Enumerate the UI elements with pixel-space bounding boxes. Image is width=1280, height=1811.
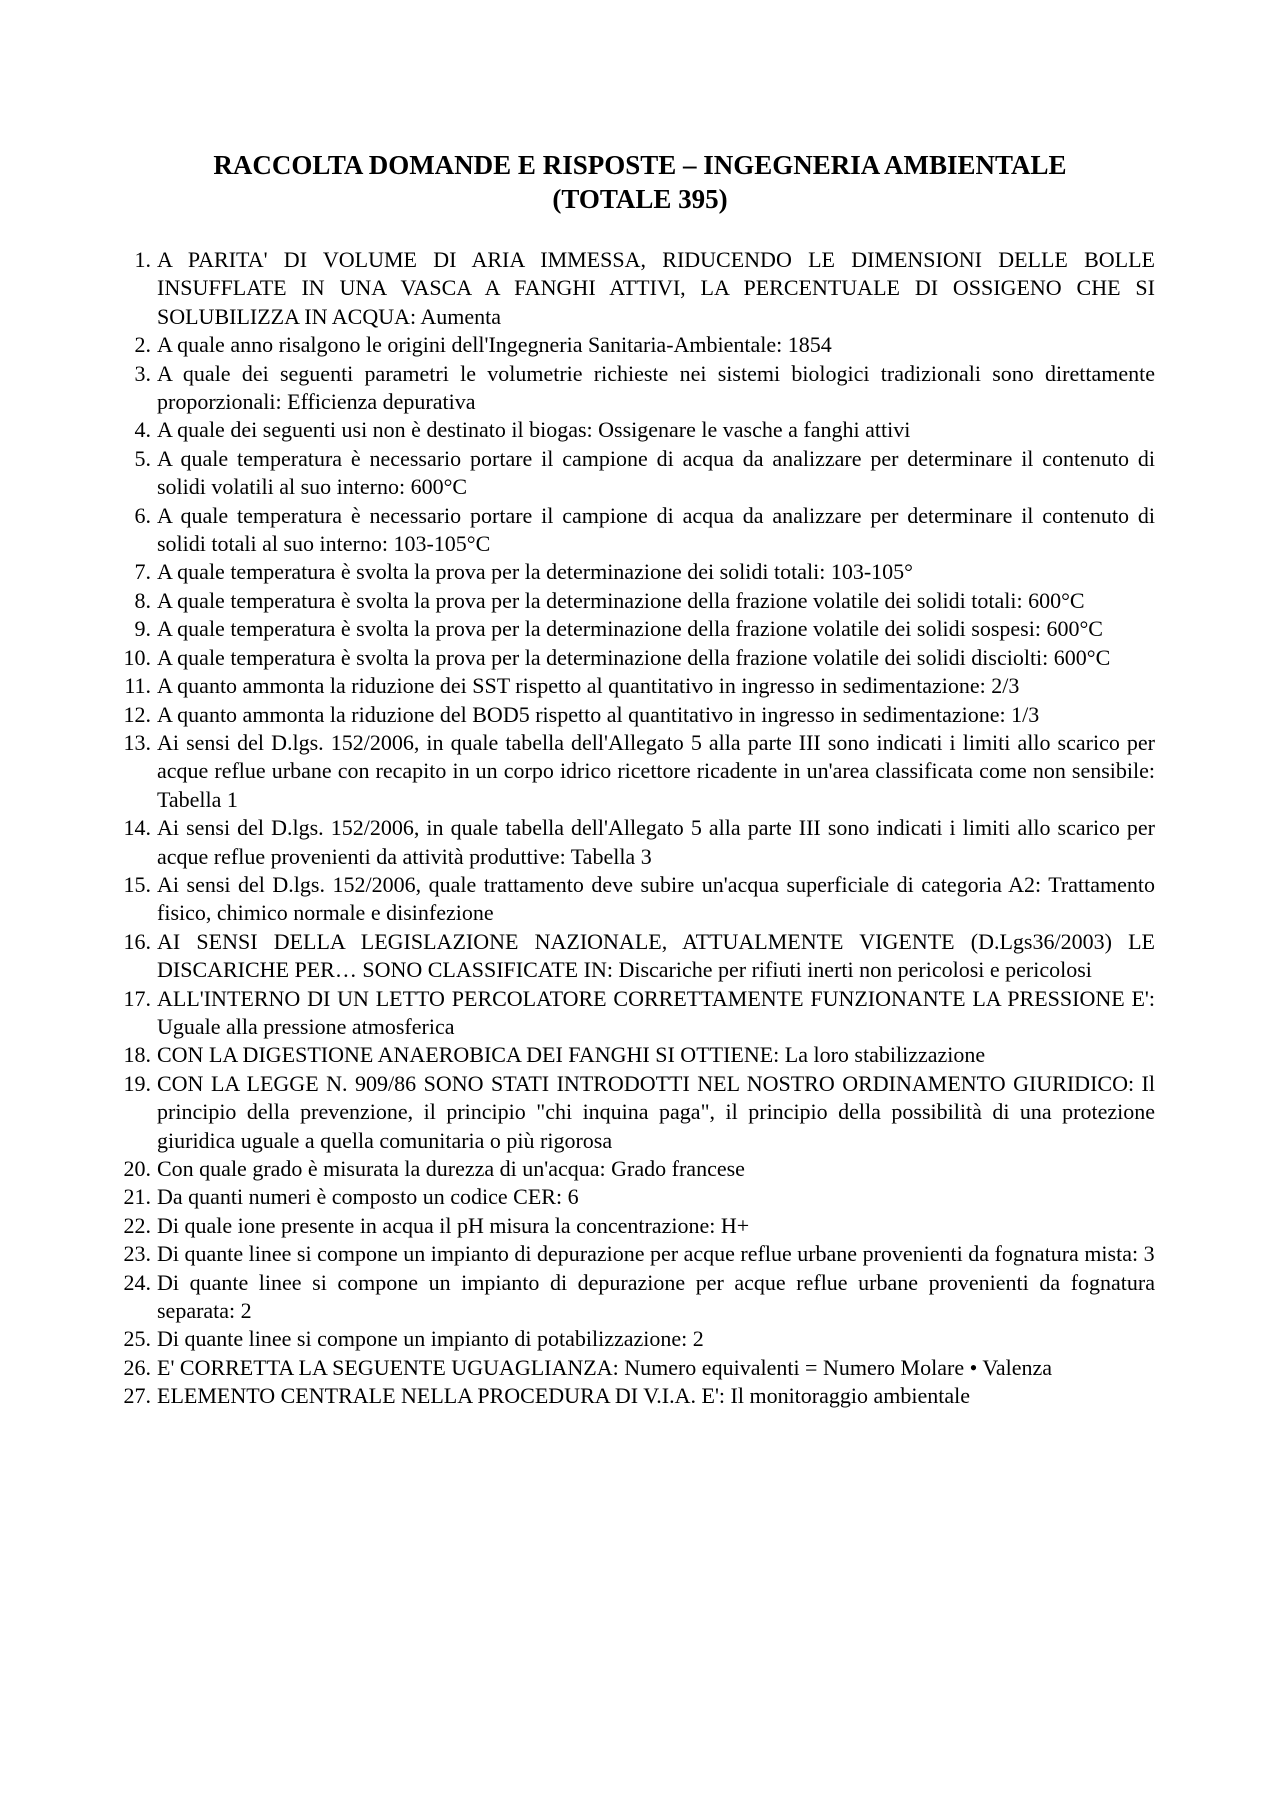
list-item-number: 7. (134, 559, 151, 585)
list-item (134, 246, 1155, 331)
document-title-line-1: RACCOLTA DOMANDE E RISPOSTE – INGEGNERIA AMBIENTALE (213, 150, 1067, 180)
list-item-text: CON LA LEGGE N. 909/86 SONO STATI INTRODOTTI NEL NOSTRO ORDINAMENTO GIURIDICO: Il principio della prevenzione, il principio "chi inquina paga", il principio della possibilità di una protezione giuridica uguale a quella comunitaria o più rigorosa (157, 1070, 1155, 1153)
list-item-number: 21. (123, 1184, 151, 1210)
list-item (123, 1070, 1155, 1155)
list-item (123, 1354, 1155, 1382)
list-item-text: A quale dei seguenti parametri le volumetrie richieste nei sistemi biologici tradizionali sono direttamente proporzionali: Efficienza depurativa (157, 360, 1155, 415)
list-item-number: 25. (123, 1326, 151, 1352)
list-item-number: 17. (123, 985, 151, 1011)
list-item-text: A quale temperatura è svolta la prova per la determinazione della frazione volatile dei solidi totali: 600°C (157, 587, 1085, 613)
list-item (123, 1325, 1155, 1353)
list-item-number: 11. (124, 673, 151, 699)
list-item (134, 416, 1155, 444)
document-title (150, 148, 1130, 216)
list-item-text: AI SENSI DELLA LEGISLAZIONE NAZIONALE, ATTUALMENTE VIGENTE (D.Lgs36/2003) LE DISCARICHE PER… SONO CLASSIFICATE IN: Discariche per rifiuti inerti non pericolosi e pericolosi (157, 928, 1155, 983)
list-item-number: 2. (134, 332, 151, 358)
list-item (123, 1155, 1155, 1183)
list-item (123, 1183, 1155, 1211)
list-item-text: CON LA DIGESTIONE ANAEROBICA DEI FANGHI SI OTTIENE: La loro stabilizzazione (157, 1042, 986, 1068)
list-item-number: 18. (123, 1042, 151, 1068)
list-item-number: 14. (123, 815, 151, 841)
list-item (134, 587, 1155, 615)
list-item-text: Ai sensi del D.lgs. 152/2006, quale trattamento deve subire un'acqua superficiale di categoria A2: Trattamento fisico, chimico normale e disinfezione (157, 871, 1155, 926)
list-item-text: ALL'INTERNO DI UN LETTO PERCOLATORE CORRETTAMENTE FUNZIONANTE LA PRESSIONE E': Uguale alla pressione atmosferica (157, 985, 1155, 1039)
list-item (134, 445, 1155, 502)
list-item (123, 1041, 1155, 1069)
list-item (134, 502, 1155, 559)
list-item-text: A PARITA' DI VOLUME DI ARIA IMMESSA, RIDUCENDO LE DIMENSIONI DELLE BOLLE INSUFFLATE IN UNA VASCA A FANGHI ATTIVI, LA PERCENTUALE DI OSSIGENO CHE SI SOLUBILIZZA IN ACQUA: Aumenta (157, 247, 1155, 329)
list-item-text: Di quale ione presente in acqua il pH misura la concentrazione: H+ (157, 1212, 750, 1238)
list-item-text: Di quante linee si compone un impianto di depurazione per acque reflue urbane provenienti da fognatura mista: 3 (157, 1241, 1155, 1267)
list-item-text: Di quante linee si compone un impianto di depurazione per acque reflue urbane provenienti da fognatura separata: 2 (157, 1269, 1155, 1324)
list-item-number: 5. (134, 445, 151, 471)
list-item-text: A quanto ammonta la riduzione del BOD5 rispetto al quantitativo in ingresso in sedimentazione: 1/3 (157, 701, 1040, 727)
list-item-number: 9. (134, 616, 151, 642)
list-item (134, 360, 1155, 417)
list-item-text: Ai sensi del D.lgs. 152/2006, in quale tabella dell'Allegato 5 alla parte III sono indicati i limiti allo scarico per acque reflue provenienti da attività produttive: Tabella 3 (157, 815, 1155, 869)
list-item-number: 16. (123, 928, 151, 954)
list-item (123, 928, 1155, 985)
list-item-text: Di quante linee si compone un impianto di potabilizzazione: 2 (157, 1326, 704, 1352)
list-item (134, 615, 1155, 643)
list-item-text: A quale anno risalgono le origini dell'Ingegneria Sanitaria-Ambientale: 1854 (157, 332, 832, 358)
list-item-text: A quanto ammonta la riduzione dei SST rispetto al quantitativo in ingresso in sedimentazione: 2/3 (157, 673, 1020, 699)
list-item-number: 13. (123, 729, 151, 755)
list-item (123, 729, 1155, 814)
list-item-text: E' CORRETTA LA SEGUENTE UGUAGLIANZA: Numero equivalenti = Numero Molare • Valenza (157, 1354, 1053, 1380)
list-item (123, 1212, 1155, 1240)
list-item-text: A quale temperatura è necessario portare il campione di acqua da analizzare per determinare il contenuto di solidi volatili al suo interno: 600°C (157, 445, 1155, 500)
question-answer-list (123, 246, 1155, 1411)
list-item-text: Da quanti numeri è composto un codice CER: 6 (157, 1184, 579, 1210)
list-item-number: 3. (134, 360, 151, 386)
list-item-text: A quale dei seguenti usi non è destinato il biogas: Ossigenare le vasche a fanghi attivi (157, 417, 911, 443)
list-item-number: 19. (123, 1070, 151, 1096)
list-item-number: 15. (123, 871, 151, 897)
list-item (123, 985, 1155, 1042)
list-item-number: 1. (134, 247, 151, 272)
list-item-text: A quale temperatura è svolta la prova per la determinazione della frazione volatile dei solidi sospesi: 600°C (157, 616, 1103, 642)
list-item (123, 814, 1155, 871)
list-item-text: Ai sensi del D.lgs. 152/2006, in quale tabella dell'Allegato 5 alla parte III sono indicati i limiti allo scarico per acque reflue urbane con recapito in un corpo idrico ricettore ricadente in un'area classificata come non sensibile: Tabella 1 (157, 729, 1155, 812)
list-item-number: 23. (123, 1241, 151, 1267)
list-item-number: 4. (134, 417, 151, 443)
list-item (134, 331, 1155, 359)
list-item-number: 12. (123, 701, 151, 727)
list-item-text: A quale temperatura è svolta la prova per la determinazione della frazione volatile dei solidi disciolti: 600°C (157, 644, 1111, 670)
list-item-text: Con quale grado è misurata la durezza di un'acqua: Grado francese (157, 1156, 745, 1181)
list-item-text: A quale temperatura è necessario portare il campione di acqua da analizzare per determinare il contenuto di solidi totali al suo interno: 103-105°C (157, 502, 1155, 557)
list-item-text: A quale temperatura è svolta la prova per la determinazione dei solidi totali: 103-105° (157, 559, 913, 585)
list-item (134, 558, 1155, 586)
document-title-line-2: (TOTALE 395) (552, 184, 728, 214)
list-item (123, 1240, 1155, 1268)
list-item-text: ELEMENTO CENTRALE NELLA PROCEDURA DI V.I.A. E': Il monitoraggio ambientale (157, 1383, 971, 1409)
list-item (124, 672, 1155, 700)
list-item (123, 1269, 1155, 1326)
list-item-number: 24. (123, 1269, 151, 1295)
list-item-number: 8. (134, 587, 151, 613)
list-item (123, 1382, 1155, 1410)
list-item-number: 6. (134, 502, 151, 528)
list-item-number: 26. (123, 1354, 151, 1380)
list-item-number: 22. (123, 1212, 151, 1238)
list-item-number: 10. (123, 644, 151, 670)
list-item-number: 27. (123, 1383, 151, 1409)
list-item (123, 644, 1155, 672)
list-item-number: 20. (123, 1156, 151, 1181)
list-item (123, 871, 1155, 928)
list-item (123, 701, 1155, 729)
